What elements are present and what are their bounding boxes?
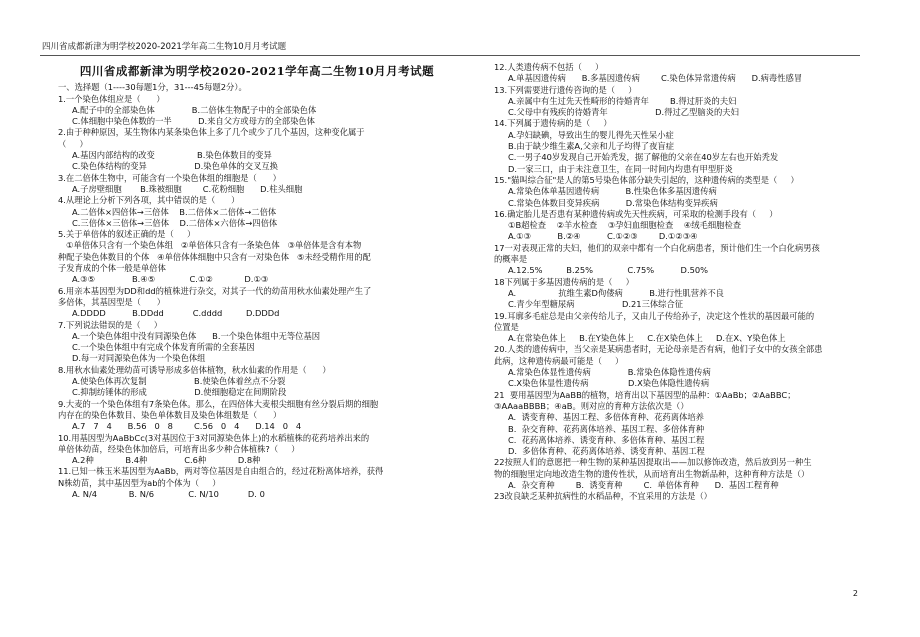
exam-title: 四川省成都新津为明学校2020-2021学年高二生物10月月考试题 (79, 64, 435, 78)
left-column (58, 62, 456, 500)
text-line: A.12.5% B.25% C.75% D.50% (508, 265, 709, 276)
page-number: 2 (852, 589, 858, 598)
text-line: 的概率是 (494, 254, 528, 265)
text-line: ③AAaaBBBB；④aB。则对应的育种方法依次是（） (494, 400, 689, 411)
text-line: 位置是 (494, 321, 519, 332)
text-line: 17一对表现正常的夫妇，他们的双亲中都有一个白化病患者，预计他们生一个白化病男孩 (494, 242, 820, 253)
text-line: A.一个染色体组中没有同源染色体 B.一个染色体组中无等位基因 (72, 330, 321, 341)
text-line: 23改良缺乏某种抗病性的水稻品种，不宜采用的方法是（） (494, 491, 712, 502)
text-line: 子发育成的个体一般是单倍体 (58, 263, 166, 274)
text-line: ①B超检查 ②羊水检查 ③孕妇血细胞检查 ④绒毛细胞检查 (508, 220, 742, 231)
text-line: 5.关于单倍体的叙述正确的是（ ） (58, 229, 196, 240)
text-line: 物的细胞里定向地改造生物的遗传性状，从而培育出生物新品种，这种育种方法是（） (494, 468, 810, 479)
text-line: A.基因内部结构的改变 B.染色体数目的变异 (72, 150, 272, 161)
text-line: C.常染色体数目变异疾病 D.常染色体结构变异疾病 (508, 197, 718, 208)
text-line: 13.下列需要进行遗传咨询的是（ ） (494, 84, 637, 95)
text-line: B. 杂交育种、花药离体培养、基因工程、多倍体育种 (508, 423, 705, 434)
text-line: A.常染色体单基因遗传病 B.性染色体多基因遗传病 (508, 186, 717, 197)
text-line: 21 要用基因型为AaBB的植物，培育出以下基因型的品种：①AaBb；②AaBBC； (494, 389, 796, 400)
text-line: 16.确定胎儿是否患有某种遗传病或先天性疾病，可采取的检测手段有（ ） (494, 208, 778, 219)
text-line: A.二倍体×四倍体→三倍体 B.二倍体×二倍体→二倍体 (72, 206, 277, 217)
text-line: A. N/4 B. N/6 C. N/10 D. 0 (72, 488, 265, 499)
text-line: 此病，这种遗传病最可能是（ ） (494, 355, 624, 366)
text-line: 2.由于种种原因，某生物体内某条染色体上多了几个或少了几个基因，这种变化属于 (58, 127, 365, 138)
text-line: （ ） (58, 138, 88, 149)
text-line: 11.已知一株玉米基因型为AaBb，两对等位基因是自由组合的，经过花粉离体培养，获得 (58, 466, 384, 477)
text-line: 1.一个染色体组应是（ ） (58, 93, 165, 104)
text-line: A.单基因遗传病 B.多基因遗传病 C.染色体异常遗传病 D.病毒性感冒 (508, 73, 803, 84)
text-line: A. 抗维生素D佝偻病 B.进行性肌营养不良 (508, 287, 724, 298)
text-line: A.孕妇缺碘，导致出生的婴儿得先天性呆小症 (508, 129, 674, 140)
text-line: 6.用亲本基因型为DD和dd的植株进行杂交，对其子一代的幼苗用秋水仙素处理产生了 (58, 285, 372, 296)
text-line: 19.耳廓多毛症总是由父亲传给儿子，又由儿子传给孙子，决定这个性状的基因最可能的 (494, 310, 815, 321)
text-line: C.青少年型糖尿病 D.21三体综合征 (508, 299, 684, 310)
text-line: C.染色体结构的变异 D.染色单体的交叉互换 (72, 161, 278, 172)
text-line: A.2种 B.4种 C.6种 D.8种 (72, 455, 261, 466)
text-line: 多倍体，其基因型是（ ） (58, 296, 166, 307)
text-line: 种配子染色体数目的个体 ④单倍体体细胞中只含有一对染色体 ⑤未经受精作用的配 (58, 251, 371, 262)
text-line: A.在常染色体上 B.在Y染色体上 C.在X染色体上 D.在X、Y染色体上 (508, 333, 786, 344)
text-line: A.使染色体再次复制 B.使染色体着丝点不分裂 (72, 376, 286, 387)
text-line: D.一家三口，由于未注意卫生，在同一时间内均患有甲型肝炎 (508, 163, 733, 174)
text-line: A.①③ B.②④ C.①②③ D.①②③④ (508, 231, 698, 242)
text-line: 7.下列说法错误的是（ ） (58, 319, 163, 330)
text-line: C.抑制纺锤体的形成 D.使细胞稳定在间期阶段 (72, 387, 287, 398)
running-header: 四川省成都新津为明学校2020-2021学年高二生物10月月考试题 (42, 42, 287, 52)
text-line: A.子房壁细胞 B.珠被细胞 C.花粉细胞 D.柱头细胞 (72, 183, 303, 194)
text-line: 10.用基因型为AaBbCc(3对基因位于3对同源染色体上)的水稻植株的花药培养出来的 (58, 432, 370, 443)
text-line: 20.人类的遗传病中，当父亲是某病患者时，无论母亲是否有病，他们子女中的女孩全部患 (494, 344, 823, 355)
text-line: A.③⑤ B.④⑤ C.①② D.①③ (72, 274, 269, 285)
text-line: A. 诱变育种、基因工程、多倍体育种、花药离体培养 (508, 412, 704, 423)
text-line: B.由于缺少维生素A,父亲和儿子均得了夜盲症 (508, 141, 674, 152)
right-question-list (494, 62, 866, 503)
text-line: A.亲属中有生过先天性畸形的待婚青年 B.得过肝炎的夫妇 (508, 95, 737, 106)
text-line: 12.人类遗传病不包括（ ） (494, 62, 604, 72)
text-line: C.X染色体显性遗传病 D.X染色体隐性遗传病 (508, 378, 710, 389)
text-line: A.常染色体显性遗传病 B.常染色体隐性遗传病 (508, 367, 711, 378)
text-line: A. 杂交育种 B. 诱变育种 C. 单倍体育种 D. 基因工程育种 (508, 479, 779, 490)
text-line: ①单倍体只含有一个染色体组 ②单倍体只含有一条染色体 ③单倍体是含有本物 (66, 240, 362, 251)
text-line: C.体细胞中染色体数的一半 D.来自父方或母方的全部染色体 (72, 116, 315, 127)
text-line: C.三倍体×三倍体→三倍体 D.二倍体×六倍体→四倍体 (72, 217, 278, 228)
text-line: 9.大麦的一个染色体组有7条染色体。那么，在四倍体大麦根尖细胞有丝分裂后期的细胞 (58, 398, 379, 409)
text-line: 3.在二倍体生物中，可能含有一个染色体组的细胞是（ ） (58, 172, 281, 183)
text-line: 4.从理论上分析下列各项，其中错误的是（ ） (58, 195, 240, 206)
text-line: C.一男子40岁发现自己开始秃发，据了解他的父亲在40岁左右也开始秃发 (508, 152, 779, 163)
text-line: 8.用秋水仙素处理幼苗可诱导形成多倍体植物，秋水仙素的作用是（ ） (58, 364, 331, 375)
header-rule (40, 55, 860, 56)
left-question-list (58, 82, 456, 500)
text-line: D.每一对同源染色体为一个染色体组 (72, 353, 206, 364)
text-line: 18下列属于多基因遗传病的是（ ） (494, 276, 634, 287)
text-line: 15."猫叫综合征"是人的第5号染色体部分缺失引起的，这种遗传病的类型是（ ） (494, 174, 799, 185)
text-line: C.一个染色体组中有完成个体发育所需的全套基因 (72, 342, 255, 353)
text-line: N株幼苗，其中基因型为ab的个体为（ ） (58, 477, 221, 488)
text-line: 22按照人们的意愿把一种生物的某种基因提取出——加以修饰改造，然后放到另一种生 (494, 457, 812, 468)
right-column (494, 62, 866, 503)
text-line: C. 花药离体培养、诱变育种、多倍体育种、基因工程 (508, 434, 705, 445)
text-line: 一、选择题（1----30每题1分，31---45每题2分）。 (58, 82, 247, 93)
text-line: A.配子中的全部染色体 B.二倍体生物配子中的全部染色体 (72, 104, 317, 115)
text-line: 14.下列属于遗传病的是（ ） (494, 118, 612, 129)
text-line: 单倍体幼苗，经染色体加倍后，可培育出多少种合体植株?（ ） (58, 443, 300, 454)
text-line: C.父母中有残疾的待婚青年 D.得过乙型脑炎的夫妇 (508, 107, 739, 118)
text-line: A.7 7 4 B.56 0 8 C.56 0 4 D.14 0 4 (72, 421, 302, 432)
text-line: A.DDDD B.DDdd C.dddd D.DDDd (72, 308, 280, 319)
text-line: D. 多倍体育种、花药离体培养、诱变育种、基因工程 (508, 446, 705, 457)
text-line: 内存在的染色体数目、染色单体数目及染色体组数是（ ） (58, 409, 282, 420)
